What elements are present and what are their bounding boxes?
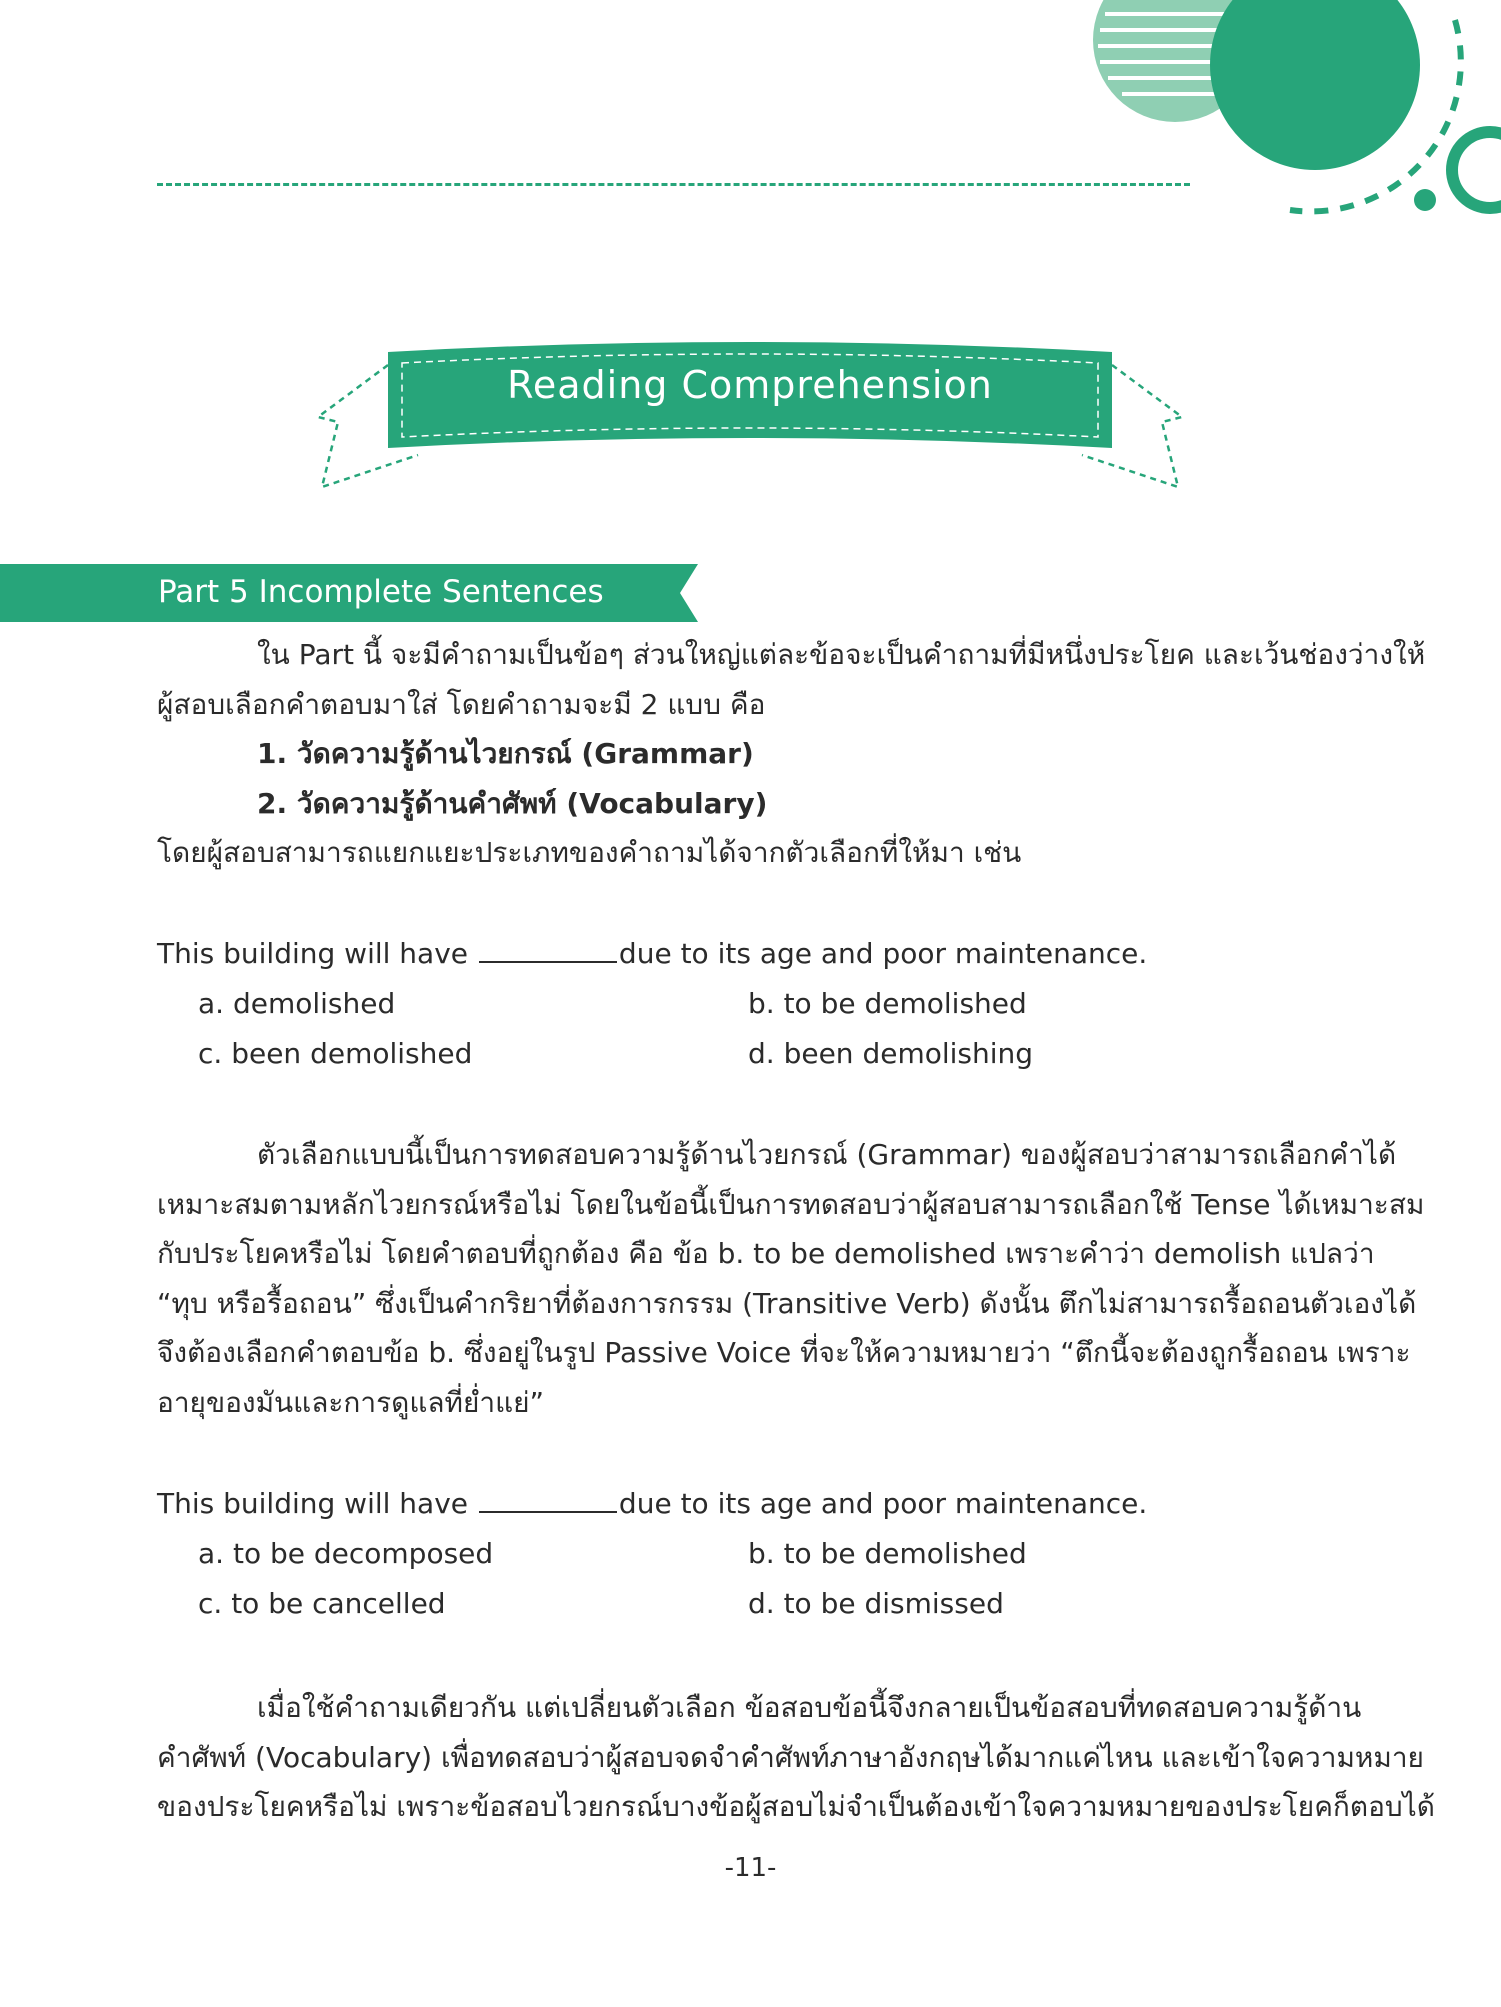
- example2-option-a: a. to be decomposed: [198, 1537, 494, 1570]
- intro-line: ใน Part นี้ จะมีคำถามเป็นข้อๆ ส่วนใหญ่แต่ละข้อจะเป็นคำถามที่มีหนึ่งประโยค และเว้นช่องว่างให้: [257, 638, 1426, 671]
- explanation-line: คำศัพท์ (Vocabulary) เพื่อทดสอบว่าผู้สอบจดจำคำศัพท์ภาษาอังกฤษได้มากแค่ไหน และเข้าใจความหมาย: [157, 1740, 1424, 1774]
- example2-question: [157, 1484, 1147, 1524]
- example2-option-c: c. to be cancelled: [198, 1587, 446, 1620]
- intro-line: โดยผู้สอบสามารถแยกแยะประเภทของคำถามได้จากตัวเลือกที่ให้มา เช่น: [157, 836, 1022, 870]
- example1-question: [157, 934, 1147, 974]
- explanation-line: ตัวเลือกแบบนี้เป็นการทดสอบความรู้ด้านไวยกรณ์ (Grammar) ของผู้สอบว่าสามารถเลือกคำได้: [257, 1138, 1397, 1171]
- question-stem-before: This building will have: [157, 937, 469, 970]
- explanation-line: ของประโยคหรือไม่ เพราะข้อสอบไวยกรณ์บางข้อผู้สอบไม่จำเป็นต้องเข้าใจความหมายของประโยคก็ตอบได้: [157, 1790, 1435, 1824]
- example1-option-a: a. demolished: [198, 987, 396, 1020]
- explanation-line: “ทุบ หรือรื้อถอน” ซึ่งเป็นคำกริยาที่ต้องการกรรม (Transitive Verb) ดังนั้น ตึกไม่สามารถรื้อถอนตัวเองได้: [157, 1286, 1417, 1320]
- explanation-line: จึงต้องเลือกคำตอบข้อ b. ซึ่งอยู่ในรูป Passive Voice ที่จะให้ความหมายว่า “ตึกนี้จะต้องถูกรื้อถอน เพราะ: [157, 1336, 1411, 1370]
- circles-decoration: [0, 0, 1501, 230]
- header-divider: [157, 183, 1190, 186]
- banner-title: Reading Comprehension: [507, 363, 993, 407]
- example2-option-b: b. to be demolished: [748, 1537, 1027, 1570]
- explanation-line: เมื่อใช้คำถามเดียวกัน แต่เปลี่ยนตัวเลือก ข้อสอบข้อนี้จึงกลายเป็นข้อสอบที่ทดสอบความรู้ด้าน: [257, 1691, 1362, 1724]
- example2-option-d: d. to be dismissed: [748, 1587, 1004, 1620]
- explanation2-paragraph: [157, 1683, 1435, 1832]
- question-type-vocabulary: 2. วัดความรู้ด้านคำศัพท์ (Vocabulary): [257, 786, 768, 820]
- question-stem-before: This building will have: [157, 1487, 469, 1520]
- ribbon-banner: [310, 335, 1190, 495]
- answer-blank: [479, 935, 617, 963]
- example1-option-b: b. to be demolished: [748, 987, 1027, 1020]
- intro-line: ผู้สอบเลือกคำตอบมาใส่ โดยคำถามจะมี 2 แบบ คือ: [157, 687, 766, 721]
- explanation1-paragraph: [157, 1130, 1425, 1428]
- part-title: Part 5 Incomplete Sentences: [158, 574, 604, 610]
- explanation-line: เหมาะสมตามหลักไวยกรณ์หรือไม่ โดยในข้อนี้เป็นการทดสอบว่าผู้สอบสามารถเลือกใช้ Tense ได้เหมาะสม: [157, 1187, 1425, 1221]
- explanation-line: อายุของมันและการดูแลที่ย่ำแย่”: [157, 1385, 545, 1419]
- explanation-line: กับประโยคหรือไม่ โดยคำตอบที่ถูกต้อง คือ ข้อ b. to be demolished เพราะคำว่า demolish แปลว่า: [157, 1237, 1375, 1271]
- question-type-grammar: 1. วัดความรู้ด้านไวยกรณ์ (Grammar): [257, 737, 754, 771]
- answer-blank: [479, 1485, 617, 1513]
- page-number: -11-: [724, 1853, 777, 1883]
- example1-option-c: c. been demolished: [198, 1037, 473, 1070]
- question-stem-after: due to its age and poor maintenance.: [618, 1487, 1148, 1520]
- question-stem-after: due to its age and poor maintenance.: [618, 937, 1148, 970]
- intro-paragraph: [157, 630, 1426, 878]
- example1-option-d: d. been demolishing: [748, 1037, 1034, 1070]
